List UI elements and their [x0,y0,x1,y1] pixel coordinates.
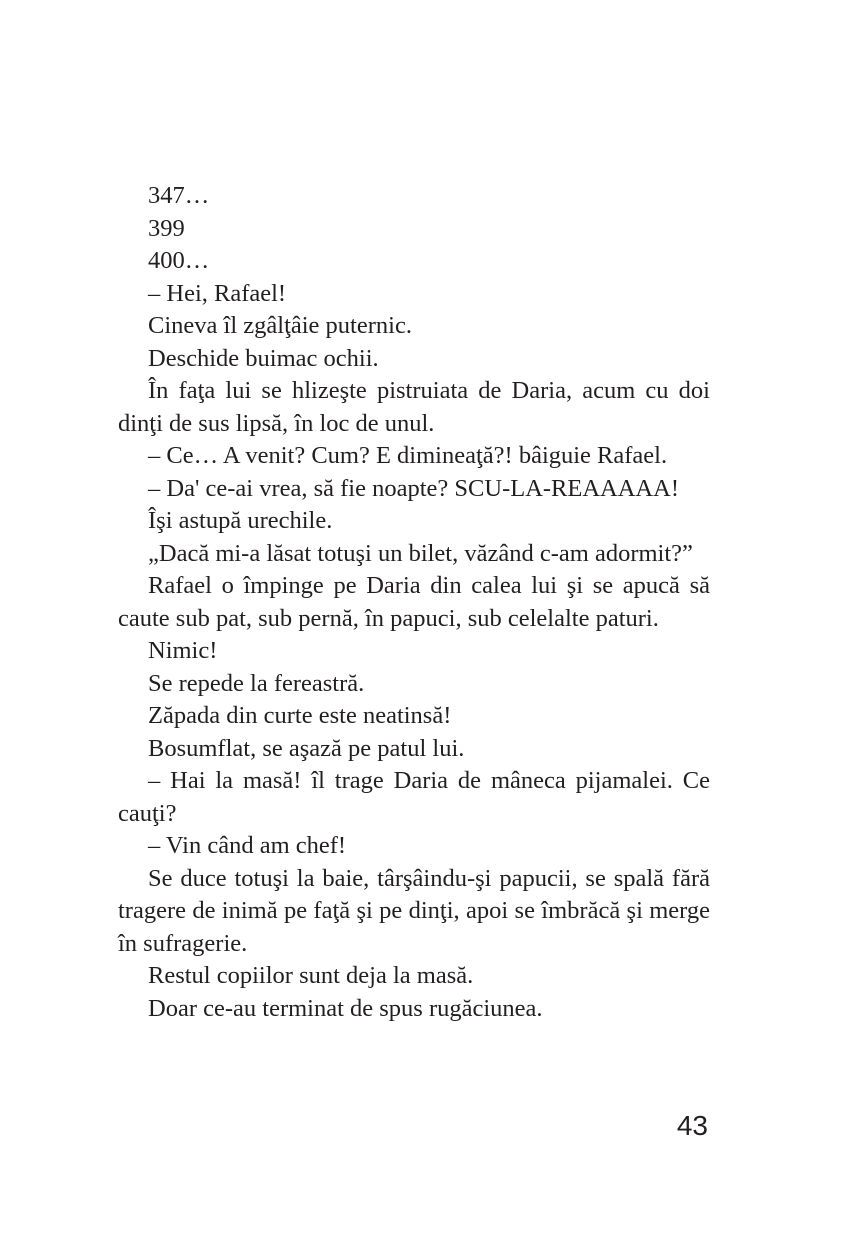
paragraph: Restul copiilor sunt deja la masă. [148,962,474,989]
paragraph: Zăpada din curte este neatinsă! [148,702,452,729]
paragraph: 399 [148,214,185,242]
paragraph: Cineva îl zgâlţâie puternic. [148,312,412,339]
paragraph: Doar ce-au terminat de spus rugăciunea. [148,994,543,1022]
paragraph: – Hai la masă! îl trage Daria de mâneca pijamalei. Ce cauţi? [118,767,710,827]
paragraph: „Dacă mi-a lăsat totuşi un bilet, văzând c-am adormit?” [148,539,693,567]
paragraph: Se repede la fereastră. [148,669,365,697]
paragraph: 400… [148,247,210,274]
paragraph: 347… [148,182,210,209]
paragraph: În faţa lui se hlizeşte pistruiata de Daria, acum cu doi dinţi de sus lipsă, în loc de unul. [118,377,710,437]
paragraph: – Vin când am chef! [148,832,347,859]
paragraph: Se duce totuşi la baie, târşâindu-şi papucii, se spală fără tragere de inimă pe faţă şi pe dinţi, apoi se îmbrăcă şi merge în sufragerie. [118,864,710,957]
paragraph: Deschide buimac ochii. [148,344,379,372]
paragraph: Bosumflat, se aşază pe patul lui. [148,734,465,762]
paragraph: – Da' ce-ai vrea, să fie noapte? SCU-LA-REAAAAA! [148,474,679,502]
paragraph: – Hei, Rafael! [148,279,287,307]
paragraph: Rafael o împinge pe Daria din calea lui şi se apucă să caute sub pat, sub pernă, în papuci, sub celelalte paturi. [118,572,710,632]
paragraph: Nimic! [148,637,218,664]
page-number: 43 [676,1110,708,1141]
paragraph: Îşi astupă urechile. [148,507,333,534]
paragraph: – Ce… A venit? Cum? E dimineaţă?! bâiguie Rafael. [148,442,668,469]
body-text [118,180,710,1025]
